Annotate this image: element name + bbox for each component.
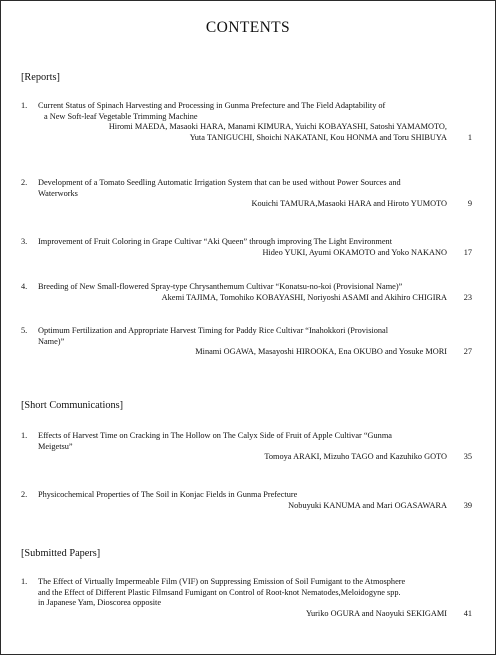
entry-number: 3.	[21, 237, 28, 246]
entry-title-line: Meigetsu”	[38, 441, 73, 451]
entry-page-number: 27	[463, 347, 472, 357]
entry-page-number: 17	[463, 247, 472, 257]
entry-title-line: The Effect of Virtually Impermeable Film (VIF) on Suppressing Emission of Soil Fumigant to the Atmosphere	[38, 577, 406, 586]
entry-title-line: in Japanese Yam, Dioscorea opposite	[38, 598, 162, 608]
entry-authors-line: Kouichi TAMURA,Masaoki HARA and Hiroto YUMOTO	[251, 199, 447, 209]
entry-number: 1.	[21, 431, 28, 440]
entry-page-number: 41	[463, 608, 472, 618]
toc-entry-report-4[interactable]	[21, 282, 472, 303]
entry-authors-line: Hideo YUKI, Ayumi OKAMOTO and Yoko NAKANO	[262, 247, 447, 257]
toc-entry-report-5[interactable]	[21, 326, 472, 358]
entry-title-line: Optimum Fertilization and Appropriate Harvest Timing for Paddy Rice Cultivar “Inahokkori (Provisional	[38, 326, 389, 335]
entry-title-line: Breeding of New Small-flowered Spray-type Chrysanthemum Cultivar “Konatsu-no-koi (Provisional Name)”	[38, 282, 403, 291]
entry-number: 1.	[21, 577, 28, 586]
page-title: CONTENTS	[205, 19, 291, 36]
entry-page-number: 23	[463, 292, 472, 302]
entry-title-line: Development of a Tomato Seedling Automatic Irrigation System that can be used without Power Sources and	[38, 178, 401, 187]
entry-authors-line: Tomoya ARAKI, Mizuho TAGO and Kazuhiko GOTO	[264, 452, 447, 462]
toc-entry-report-3[interactable]	[21, 237, 472, 258]
entry-title-line: and the Effect of Different Plastic Filmsand Fumigant on Control of Root-knot Nematodes,Meloidogyne spp.	[38, 587, 401, 597]
entry-page-number: 1	[467, 132, 472, 142]
toc-entry-short-2[interactable]	[21, 490, 472, 511]
section-heading-submitted-papers: [Submitted Papers]	[21, 548, 101, 559]
section-heading-reports: [Reports]	[21, 72, 60, 83]
entry-authors-line: Yuriko OGURA and Naoyuki SEKIGAMI	[305, 608, 447, 618]
entry-title-line: Effects of Harvest Time on Cracking in The Hollow on The Calyx Side of Fruit of Apple Cultivar “Gunma	[38, 431, 392, 440]
entry-authors-line: Hiromi MAEDA, Masaoki HARA, Manami KIMURA, Yuichi KOBAYASHI, Satoshi YAMAMOTO,	[108, 122, 447, 132]
toc-entry-report-2[interactable]	[21, 178, 472, 210]
toc-entry-report-1[interactable]	[21, 101, 472, 143]
entry-number: 1.	[21, 101, 28, 110]
entry-title-line: Name)”	[38, 336, 65, 346]
entry-title-line: Physicochemical Properties of The Soil in Konjac Fields in Gunma Prefecture	[38, 490, 298, 499]
toc-entry-submitted-1[interactable]	[21, 577, 472, 619]
entry-number: 4.	[21, 282, 28, 291]
entry-authors-line: Minami OGAWA, Masayoshi HIROOKA, Ena OKUBO and Yosuke MORI	[195, 347, 447, 357]
entry-number: 2.	[21, 178, 28, 187]
section-heading-short-communications: [Short Communications]	[21, 400, 124, 411]
entry-title-line: Waterworks	[38, 188, 78, 198]
entry-title-line: Improvement of Fruit Coloring in Grape Cultivar “Aki Queen” through improving The Light Environment	[38, 237, 393, 246]
entry-authors-line: Nobuyuki KANUMA and Mari OGASAWARA	[288, 500, 447, 510]
entry-page-number: 9	[467, 199, 472, 209]
entry-authors-line: Akemi TAJIMA, Tomohiko KOBAYASHI, Noriyoshi ASAMI and Akihiro CHIGIRA	[161, 292, 447, 302]
entry-page-number: 39	[463, 500, 472, 510]
entry-number: 2.	[21, 490, 28, 499]
entry-title-line: Current Status of Spinach Harvesting and Processing in Gunma Prefecture and The Field Adaptability of	[38, 101, 386, 110]
entry-number: 5.	[21, 326, 28, 335]
toc-entry-short-1[interactable]	[21, 431, 472, 463]
entry-page-number: 35	[463, 452, 472, 462]
entry-authors-line: Yuta TANIGUCHI, Shoichi NAKATANI, Kou HONMA and Toru SHIBUYA	[189, 132, 447, 142]
entry-title-line: a New Soft-leaf Vegetable Trimming Machine	[44, 111, 198, 121]
